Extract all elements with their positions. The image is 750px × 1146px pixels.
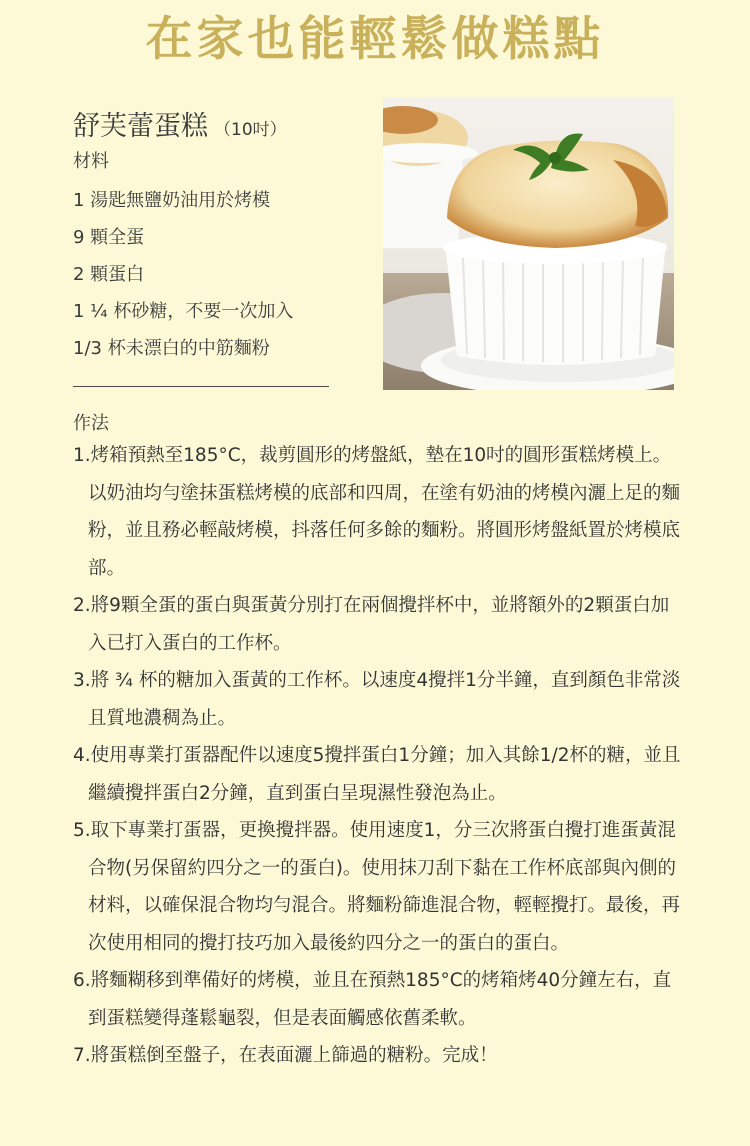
recipe-name: 舒芙蕾蛋糕 xyxy=(73,111,208,142)
ingredient-item: 2 顆蛋白 xyxy=(73,264,145,285)
step-item: 3.將 ¾ 杯的糖加入蛋黃的工作杯。以速度4攪拌1分半鐘，直到顏色非常淡且質地濃稠為止。 xyxy=(73,670,681,729)
ingredients-list xyxy=(73,182,293,367)
souffle-photo xyxy=(383,98,674,390)
step-item: 7.將蛋糕倒至盤子，在表面灑上篩過的糖粉。完成！ xyxy=(73,1045,498,1066)
step-item: 4.使用專業打蛋器配件以速度5攪拌蛋白1分鐘；加入其餘1/2杯的糖，並且繼續攪拌蛋白2分鐘，直到蛋白呈現濕性發泡為止。 xyxy=(73,745,681,804)
ingredient-item: 1 ¼ 杯砂糖，不要一次加入 xyxy=(73,301,294,322)
ingredient-item: 9 顆全蛋 xyxy=(73,227,145,248)
souffle-illustration xyxy=(383,98,674,390)
ingredients-heading: 材料 xyxy=(73,151,109,172)
step-item: 6.將麵糊移到準備好的烤模，並且在預熱185°C的烤箱烤40分鐘左右，直到蛋糕變得蓬鬆龜裂，但是表面觸感依舊柔軟。 xyxy=(73,970,672,1029)
step-item: 1.烤箱預熱至185°C，裁剪圓形的烤盤紙，墊在10吋的圓形蛋糕烤模上。以奶油均勻塗抹蛋糕烤模的底部和四周，在塗有奶油的烤模內灑上足的麵粉，並且務必輕敲烤模，抖落任何多餘的麵粉。將圓形烤盤紙置於烤模底部。 xyxy=(73,445,681,579)
ingredient-item: 1 湯匙無鹽奶油用於烤模 xyxy=(73,190,271,211)
step-item: 5.取下專業打蛋器，更換攪拌器。使用速度1，分三次將蛋白攪打進蛋黃混合物(另保留約四分之一的蛋白)。使用抹刀刮下黏在工作杯底部與內側的材料，以確保混合物均勻混合。將麵粉篩進混合物，輕輕攪打。最後，再次使用相同的攪打技巧加入最後約四分之一的蛋白的蛋白。 xyxy=(73,820,681,954)
method-heading: 作法 xyxy=(73,413,109,434)
page-title: 在家也能輕鬆做糕點 xyxy=(145,12,605,67)
recipe-title xyxy=(73,104,287,143)
steps-list xyxy=(73,437,685,1075)
divider xyxy=(73,386,329,387)
recipe-size: （10吋） xyxy=(214,120,287,140)
ingredient-item: 1/3 杯未漂白的中筋麵粉 xyxy=(73,338,270,359)
step-item: 2.將9顆全蛋的蛋白與蛋黃分別打在兩個攪拌杯中，並將額外的2顆蛋白加入已打入蛋白的工作杯。 xyxy=(73,595,670,654)
